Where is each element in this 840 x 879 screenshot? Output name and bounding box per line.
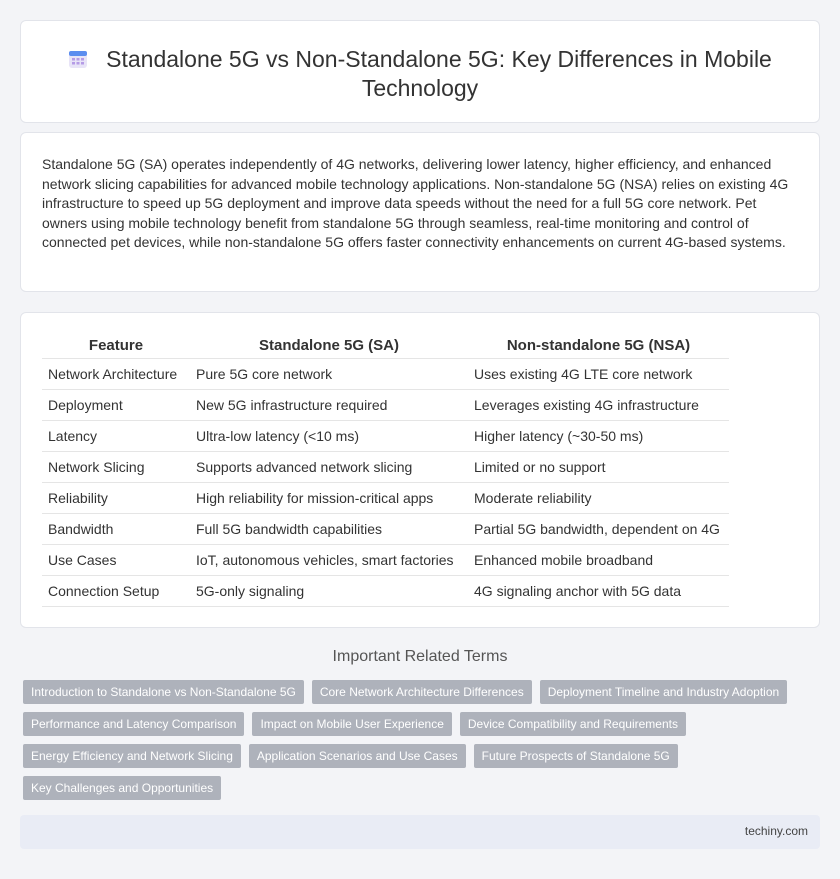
related-terms-list — [23, 680, 813, 808]
nsa-cell: 4G signaling anchor with 5G data — [468, 575, 729, 606]
nsa-cell: Limited or no support — [468, 451, 729, 482]
table-row — [42, 575, 729, 606]
feature-cell: Deployment — [42, 389, 190, 420]
nsa-cell: Higher latency (~30-50 ms) — [468, 420, 729, 451]
nsa-cell: Uses existing 4G LTE core network — [468, 358, 729, 389]
nsa-cell: Enhanced mobile broadband — [468, 544, 729, 575]
table-row — [42, 482, 729, 513]
comparison-table — [42, 334, 729, 607]
related-term-tag[interactable]: Impact on Mobile User Experience — [252, 712, 451, 736]
related-term-tag[interactable]: Application Scenarios and Use Cases — [249, 744, 466, 768]
related-term-tag[interactable]: Key Challenges and Opportunities — [23, 776, 221, 800]
related-term-tag[interactable]: Core Network Architecture Differences — [312, 680, 532, 704]
table-header-row — [42, 334, 729, 358]
page-title-wrap — [21, 45, 819, 103]
calendar-icon — [68, 49, 88, 69]
sa-cell: New 5G infrastructure required — [190, 389, 468, 420]
sa-cell: Ultra-low latency (<10 ms) — [190, 420, 468, 451]
sa-cell: Full 5G bandwidth capabilities — [190, 513, 468, 544]
sa-cell: 5G-only signaling — [190, 575, 468, 606]
feature-cell: Latency — [42, 420, 190, 451]
feature-cell: Network Architecture — [42, 358, 190, 389]
table-row — [42, 513, 729, 544]
header-card — [20, 20, 820, 123]
sa-cell: IoT, autonomous vehicles, smart factories — [190, 544, 468, 575]
sa-cell: Supports advanced network slicing — [190, 451, 468, 482]
comparison-card — [20, 312, 820, 628]
feature-cell: Bandwidth — [42, 513, 190, 544]
tag-row — [23, 712, 813, 736]
nsa-cell: Moderate reliability — [468, 482, 729, 513]
feature-cell: Use Cases — [42, 544, 190, 575]
table-row — [42, 544, 729, 575]
tag-row — [23, 776, 813, 800]
header-feature: Feature — [42, 334, 190, 358]
related-terms-heading: Important Related Terms — [332, 648, 508, 665]
feature-cell: Reliability — [42, 482, 190, 513]
footer-site-link[interactable]: techiny.com — [744, 824, 808, 838]
intro-paragraph: Standalone 5G (SA) operates independently of 4G networks, delivering lower latency, higher efficiency, and enhanced network slicing capabilities for advanced mobile technology applications. Non-standalone 5G (NSA) relies on existing 4G infrastructure to speed up 5G deployment and improve data speeds without the need for a full 5G core network. Pet owners using mobile technology benefit from standalone 5G through seamless, real-time monitoring and control of connected pet devices, while non-standalone 5G offers faster connectivity enhancements on current 4G-based systems. — [42, 156, 789, 251]
nsa-cell: Leverages existing 4G infrastructure — [468, 389, 729, 420]
related-term-tag[interactable]: Future Prospects of Standalone 5G — [474, 744, 678, 768]
related-term-tag[interactable]: Energy Efficiency and Network Slicing — [23, 744, 241, 768]
related-term-tag[interactable]: Introduction to Standalone vs Non-Standalone 5G — [23, 680, 304, 704]
sa-cell: High reliability for mission-critical apps — [190, 482, 468, 513]
related-term-tag[interactable]: Deployment Timeline and Industry Adoption — [540, 680, 787, 704]
intro-card — [20, 132, 820, 292]
feature-cell: Network Slicing — [42, 451, 190, 482]
tag-row — [23, 680, 813, 704]
feature-cell: Connection Setup — [42, 575, 190, 606]
table-row — [42, 420, 729, 451]
header-standalone: Standalone 5G (SA) — [190, 334, 468, 358]
table-row — [42, 389, 729, 420]
related-term-tag[interactable]: Performance and Latency Comparison — [23, 712, 244, 736]
header-non-standalone: Non-standalone 5G (NSA) — [468, 334, 729, 358]
page-title: Standalone 5G vs Non-Standalone 5G: Key Differences in Mobile Technology — [106, 46, 772, 101]
related-term-tag[interactable]: Device Compatibility and Requirements — [460, 712, 686, 736]
sa-cell: Pure 5G core network — [190, 358, 468, 389]
nsa-cell: Partial 5G bandwidth, dependent on 4G — [468, 513, 729, 544]
table-row — [42, 358, 729, 389]
table-row — [42, 451, 729, 482]
footer — [20, 815, 820, 849]
tag-row — [23, 744, 813, 768]
